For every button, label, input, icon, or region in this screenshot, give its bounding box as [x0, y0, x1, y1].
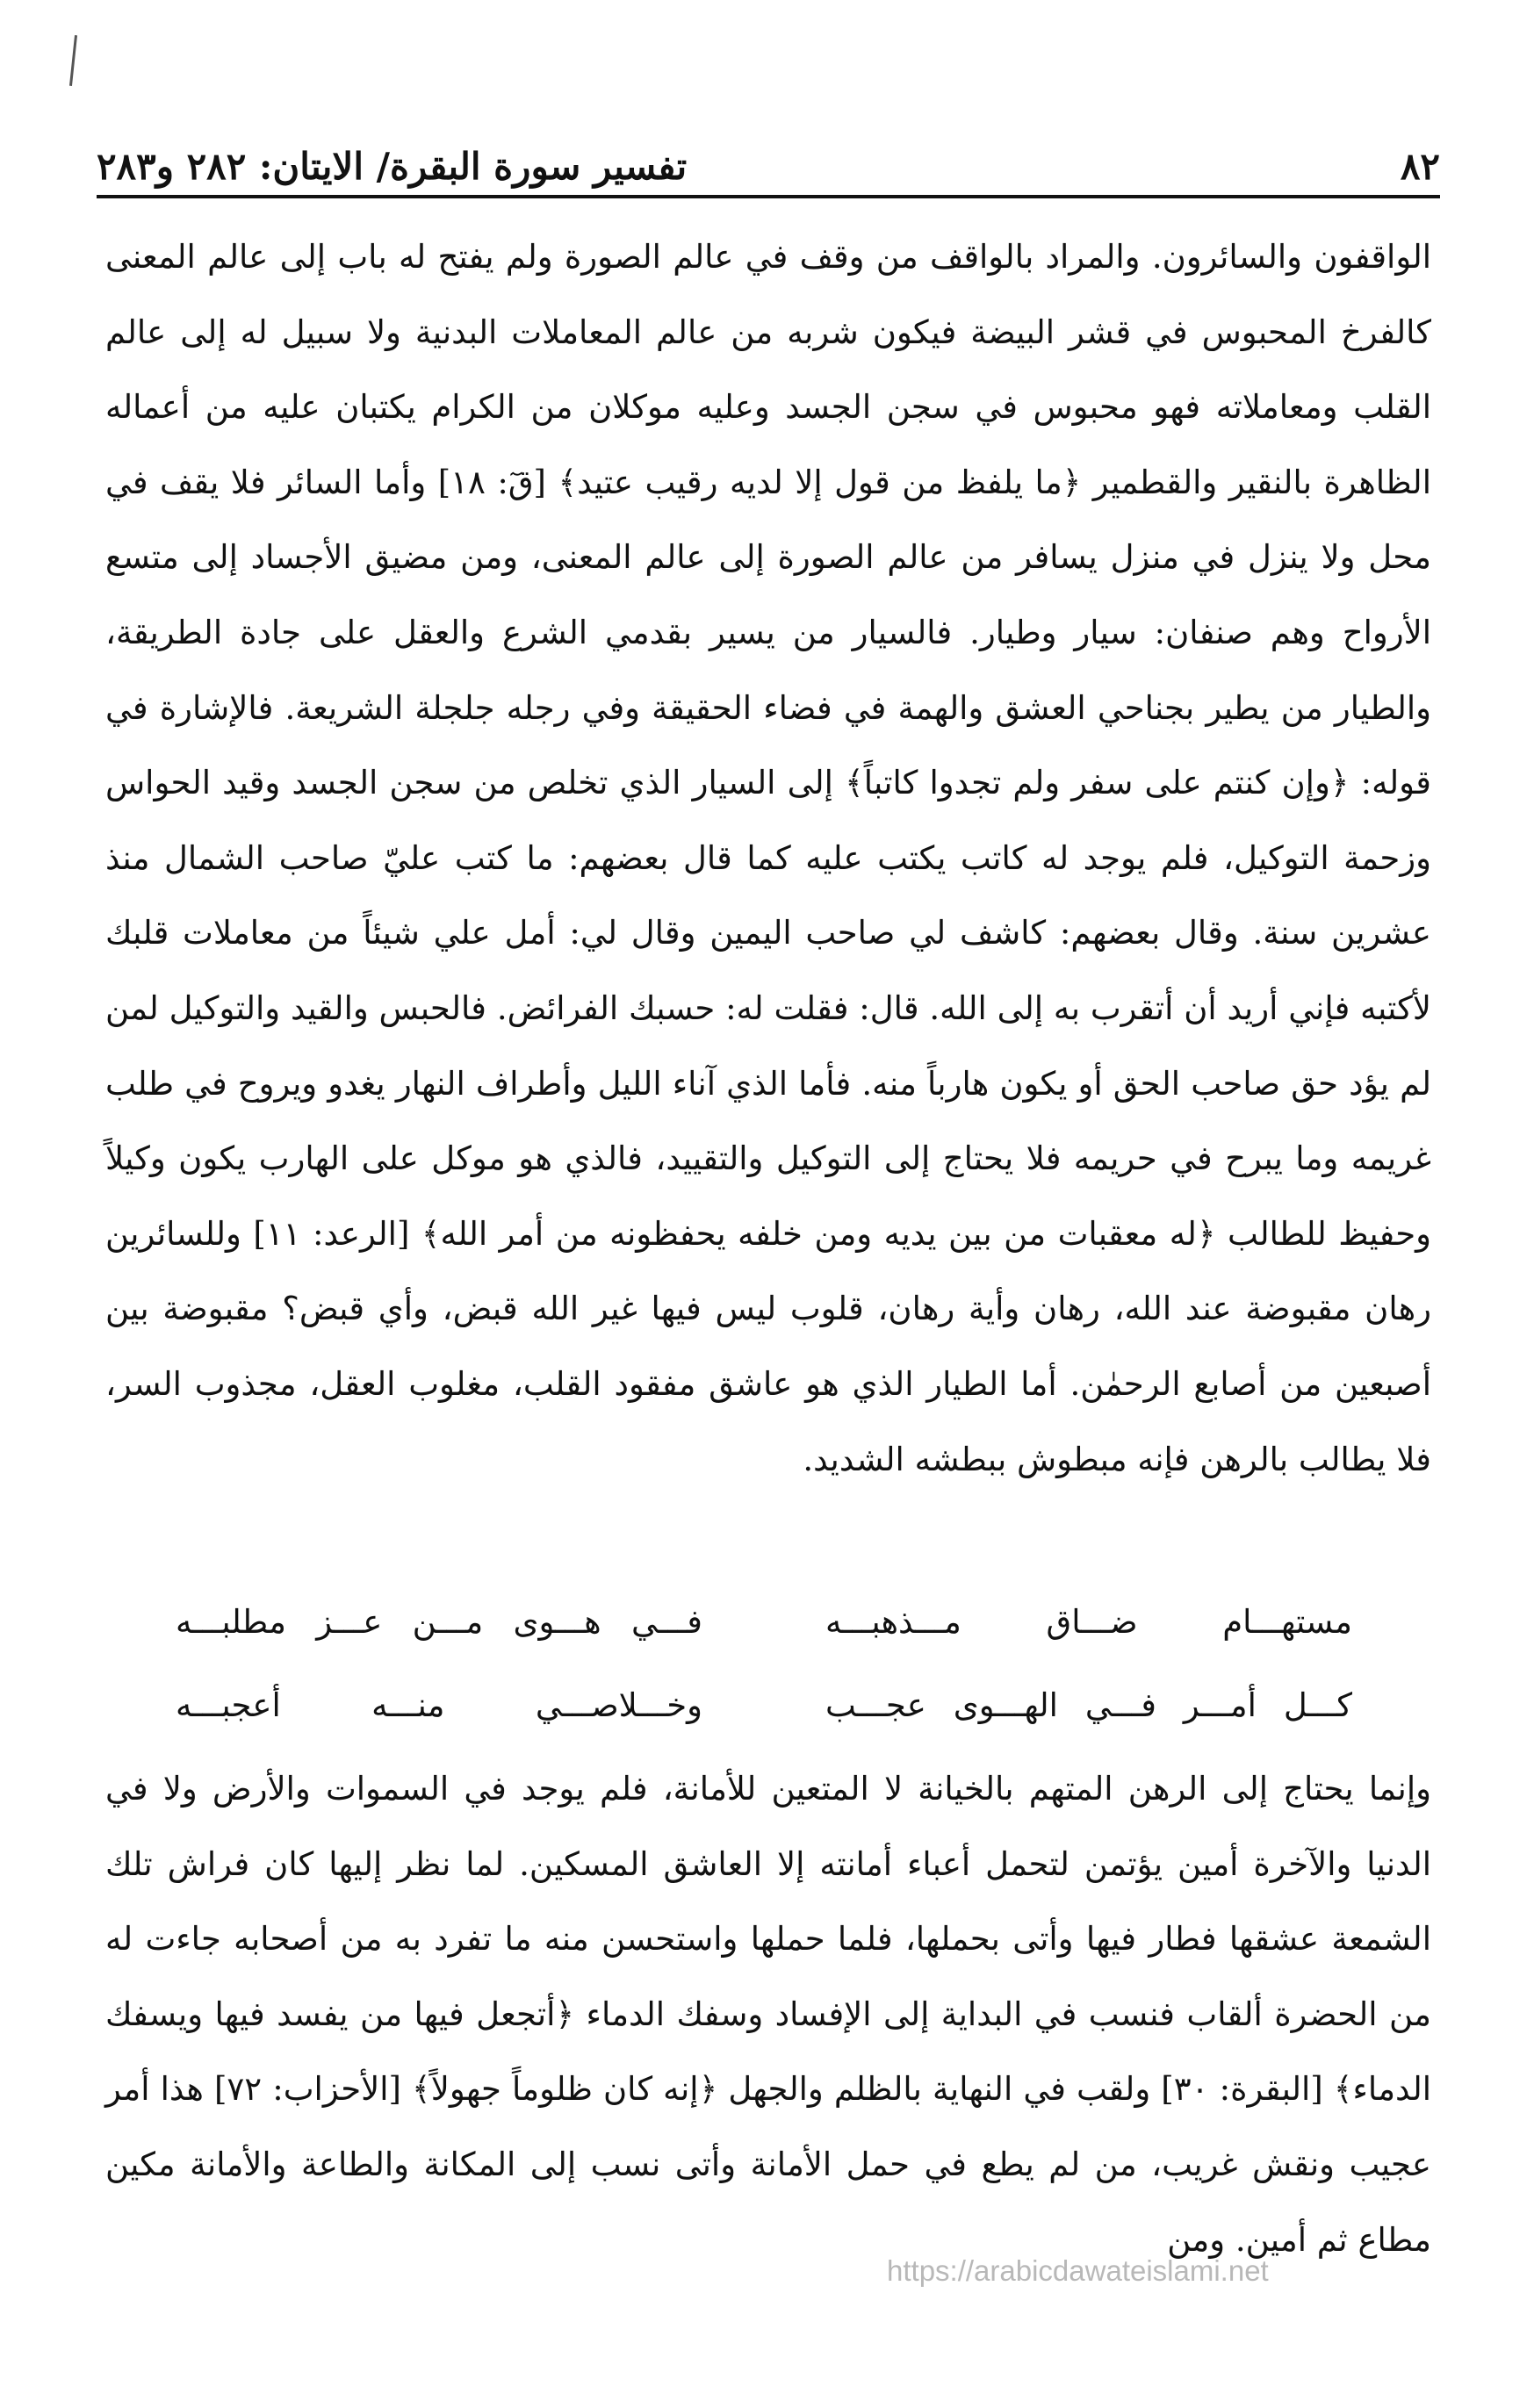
paragraph: الواقفون والسائرون. والمراد بالواقف من وقف في عالم الصورة ولم يفتح له باب إلى عالم المعنى كالفرخ المحبوس في قشر البيضة فيكون شربه من عالم المعاملات البدنية ولا سبيل له إلى عالم القلب ومعاملاته فهو محبوس في سجن الجسد وعليه موكلان من الكرام يكتبان عليه من أعماله الظاهرة بالنقير والقطمير ﴿ما يلفظ من قول إلا لديه رقيب عتيد﴾ [قٓ: ١٨] وأما السائر فلا يقف في محل ولا ينزل في منزل يسافر من عالم الصورة إلى عالم المعنى، ومن مضيق الأجساد إلى متسع الأرواح وهم صنفان: سيار وطيار. فالسيار من يسير بقدمي الشرع والعقل على جادة الطريقة، والطيار من يطير بجناحي العشق والهمة في فضاء الحقيقة وفي رجله جلجلة الشريعة. فالإشارة في قوله: ﴿وإن كنتم على سفر ولم تجدوا كاتباً﴾ إلى السيار الذي تخلص من سجن الجسد وقيد الحواس وزحمة التوكيل، فلم يوجد له كاتب يكتب عليه كما قال بعضهم: ما كتب عليّ صاحب الشمال منذ عشرين سنة. وقال بعضهم: كاشف لي صاحب اليمين وقال لي: أمل علي شيئاً من معاملات قلبك لأكتبه فإني أريد أن أتقرب به إلى الله. قال: فقلت له: حسبك الفرائض. فالحبس والقيد والتوكيل لمن لم يؤد حق صاحب الحق أو يكون هارباً منه. فأما الذي آناء الليل وأطراف النهار يغدو ويروح في طلب غريمه وما يبرح في حريمه فلا يحتاج إلى التوكيل والتقييد، فالذي هو موكل على الهارب يكون وكيلاً وحفيظ للطالب ﴿له معقبات من بين يديه ومن خلفه يحفظونه من أمر الله﴾ [الرعد: ١١] وللسائرين رهان مقبوضة عند الله، رهان وأية رهان، قلوب ليس فيها غير الله قبض، وأي قبض؟ مقبوضة بين أصبعين من أصابع الرحمٰن. أما الطيار الذي هو عاشق مفقود القلب، مغلوب العقل، مجذوب السر، فلا يطالب بالرهن فإنه مبطوش ببطشه الشديد.: [105, 238, 1432, 1478]
page-number: ٨٢: [1400, 145, 1440, 188]
header-title: تفسير سورة البقرة/ الايتان: ٢٨٢ و٢٨٣: [97, 145, 688, 188]
running-header: [97, 132, 1440, 188]
hemistich-first: كـــل أمـــر فـــي الهـــوى عجـــب: [825, 1686, 1352, 1724]
hemistich-second: فـــي هـــوى مـــن عـــز مطلبـــه: [176, 1603, 702, 1641]
hemistich-first: مستهـــام ضـــاق مـــذهبـــه: [825, 1603, 1352, 1641]
poem-block: [176, 1580, 1352, 1747]
corner-mark: [69, 35, 77, 86]
poem-verse: [176, 1664, 1352, 1747]
poem-verse: [176, 1580, 1352, 1664]
hemistich-second: وخـــلاصـــي منـــه أعجبـــه: [176, 1686, 702, 1724]
watermark-url: https://arabicdawateislami.net: [887, 2254, 1269, 2287]
header-rule: [97, 195, 1440, 198]
paragraph: وإنما يحتاج إلى الرهن المتهم بالخيانة لا المتعين للأمانة، فلم يوجد في السموات والأرض ولا في الدنيا والآخرة أمين يؤتمن لتحمل أعباء أمانته إلا العاشق المسكين. لما نظر إليها كان فراش تلك الشمعة عشقها فطار فيها وأتى بحملها، فلما حملها واستحسن منه ما تفرد به من أصحابه جاءت له من الحضرة ألقاب فنسب في البداية إلى الإفساد وسفك الدماء ﴿أتجعل فيها من يفسد فيها ويسفك الدماء﴾ [البقرة: ٣٠] ولقب في النهاية بالظلم والجهل ﴿إنه كان ظلوماً جهولاً﴾ [الأحزاب: ٧٢] هذا أمر عجيب ونقش غريب، من لم يطع في حمل الأمانة وأتى نسب إلى المكانة والطاعة والأمانة مكين مطاع ثم أمين. ومن: [105, 1770, 1431, 2259]
second-text-block: [105, 1751, 1431, 2277]
main-text-block: [105, 219, 1431, 1497]
